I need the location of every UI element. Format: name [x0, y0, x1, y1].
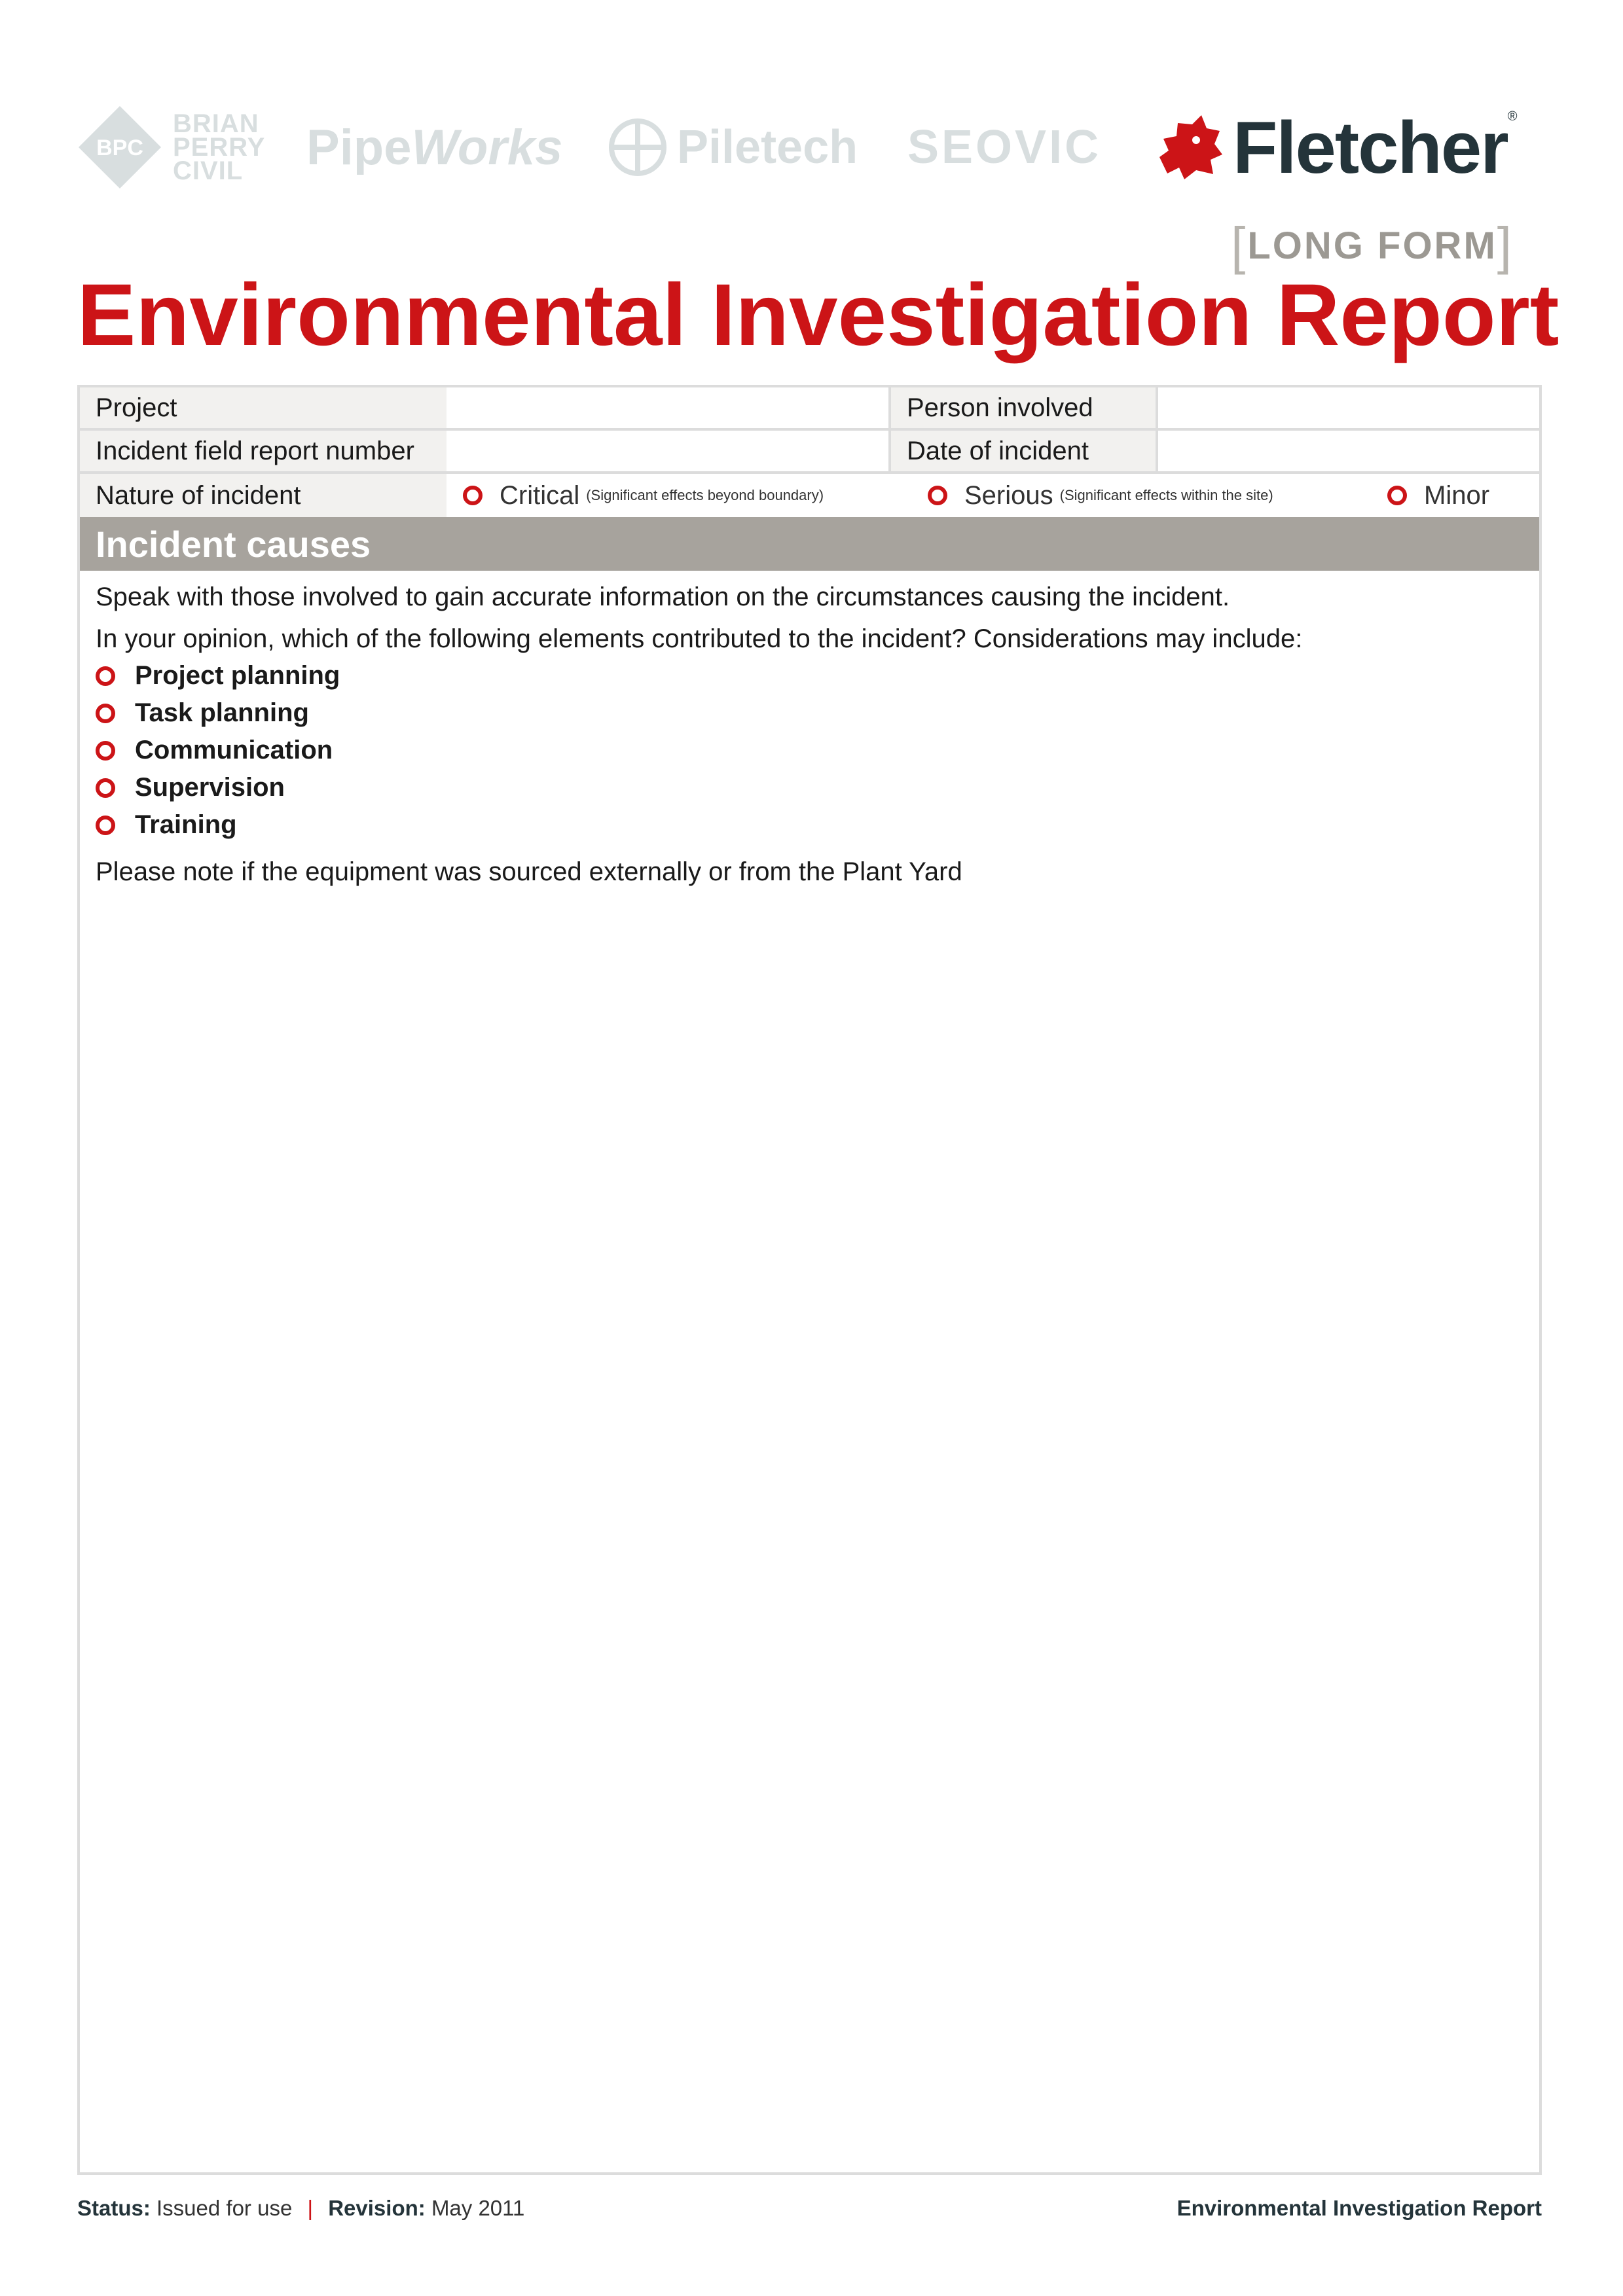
page-title: Environmental Investigation Report	[77, 266, 1559, 364]
lion-head-icon	[1154, 111, 1226, 183]
serious-radio-icon[interactable]	[928, 486, 947, 505]
project-input[interactable]	[447, 387, 888, 428]
form-type-text: LONG FORM	[1247, 224, 1497, 267]
fletcher-logo	[1154, 95, 1517, 200]
bpc-diamond-icon	[77, 105, 162, 190]
person-involved-input[interactable]	[1156, 387, 1539, 428]
causes-writing-area[interactable]	[80, 905, 1539, 2168]
minor-label: Minor	[1424, 480, 1490, 510]
registered-mark: ®	[1507, 109, 1518, 124]
footer-doc-title: Environmental Investigation Report	[1176, 2196, 1542, 2220]
nature-option-minor[interactable]	[1387, 474, 1489, 517]
revision-label: Revision:	[328, 2196, 426, 2220]
footer-separator: |	[307, 2196, 314, 2220]
form-row-project	[80, 387, 1539, 431]
bpc-mark-text: BPC	[96, 135, 143, 160]
cause-label: Communication	[135, 736, 333, 764]
bpc-line-1: BRIAN	[173, 109, 259, 138]
task-planning-radio-icon[interactable]	[96, 704, 115, 723]
cause-label: Supervision	[135, 773, 285, 802]
logo-bar	[77, 95, 1550, 200]
equipment-note-text: Please note if the equipment was sourced externally or from the Plant Yard	[96, 857, 962, 886]
project-label: Project	[80, 387, 447, 428]
piletech-logo	[608, 95, 858, 200]
bpc-line-3: CIVIL	[173, 156, 244, 185]
cause-item-task-planning[interactable]	[96, 694, 340, 732]
piletech-text: Piletech	[677, 121, 858, 173]
bpc-line-2: PERRY	[173, 133, 266, 162]
cause-label: Project planning	[135, 661, 340, 690]
causes-checklist	[96, 657, 340, 844]
pipeworks-text-a: Pipe	[306, 119, 412, 175]
cause-item-project-planning[interactable]	[96, 657, 340, 694]
cause-item-communication[interactable]	[96, 732, 340, 769]
nature-option-critical[interactable]	[463, 474, 824, 517]
seovic-logo	[907, 95, 1101, 200]
project-planning-radio-icon[interactable]	[96, 666, 115, 686]
revision-value: May 2011	[431, 2196, 525, 2220]
person-involved-label: Person involved	[888, 387, 1156, 428]
serious-note: (Significant effects within the site)	[1059, 487, 1273, 503]
fletcher-wordmark: Fletcher	[1233, 106, 1508, 188]
nature-of-incident-label: Nature of incident	[80, 474, 447, 517]
bracket-left-icon: [	[1231, 217, 1248, 275]
critical-note: (Significant effects beyond boundary)	[586, 487, 824, 503]
footer-status	[77, 2196, 524, 2221]
serious-label: Serious	[964, 480, 1053, 510]
report-number-input[interactable]	[447, 431, 888, 471]
cause-item-supervision[interactable]	[96, 769, 340, 806]
form-row-report-number	[80, 431, 1539, 474]
cause-label: Task planning	[135, 698, 309, 727]
status-value: Issued for use	[156, 2196, 293, 2220]
incident-causes-heading: Incident causes	[80, 517, 1539, 571]
communication-radio-icon[interactable]	[96, 741, 115, 761]
date-of-incident-label: Date of incident	[888, 431, 1156, 471]
pipeworks-logo	[306, 95, 562, 200]
cause-item-training[interactable]	[96, 806, 340, 844]
minor-radio-icon[interactable]	[1387, 486, 1407, 505]
bracket-right-icon: ]	[1497, 217, 1514, 275]
training-radio-icon[interactable]	[96, 816, 115, 835]
critical-radio-icon[interactable]	[463, 486, 483, 505]
piletech-circle-icon	[608, 117, 668, 177]
critical-label: Critical	[500, 480, 580, 510]
form-row-nature	[80, 474, 1539, 517]
status-label: Status:	[77, 2196, 151, 2220]
brian-perry-civil-logo	[77, 95, 265, 200]
nature-option-serious[interactable]	[928, 474, 1273, 517]
seovic-text: SEOVIC	[907, 121, 1102, 173]
causes-intro-text: Speak with those involved to gain accurate information on the circumstances causing the incident.	[96, 583, 1230, 611]
page-footer	[77, 2196, 1542, 2229]
cause-label: Training	[135, 810, 237, 839]
causes-question-text: In your opinion, which of the following elements contributed to the incident? Considerations may include:	[96, 624, 1303, 653]
report-number-label: Incident field report number	[80, 431, 447, 471]
supervision-radio-icon[interactable]	[96, 778, 115, 798]
date-of-incident-input[interactable]	[1156, 431, 1539, 471]
report-form	[77, 385, 1542, 2175]
pipeworks-text-b: Works	[411, 119, 563, 175]
